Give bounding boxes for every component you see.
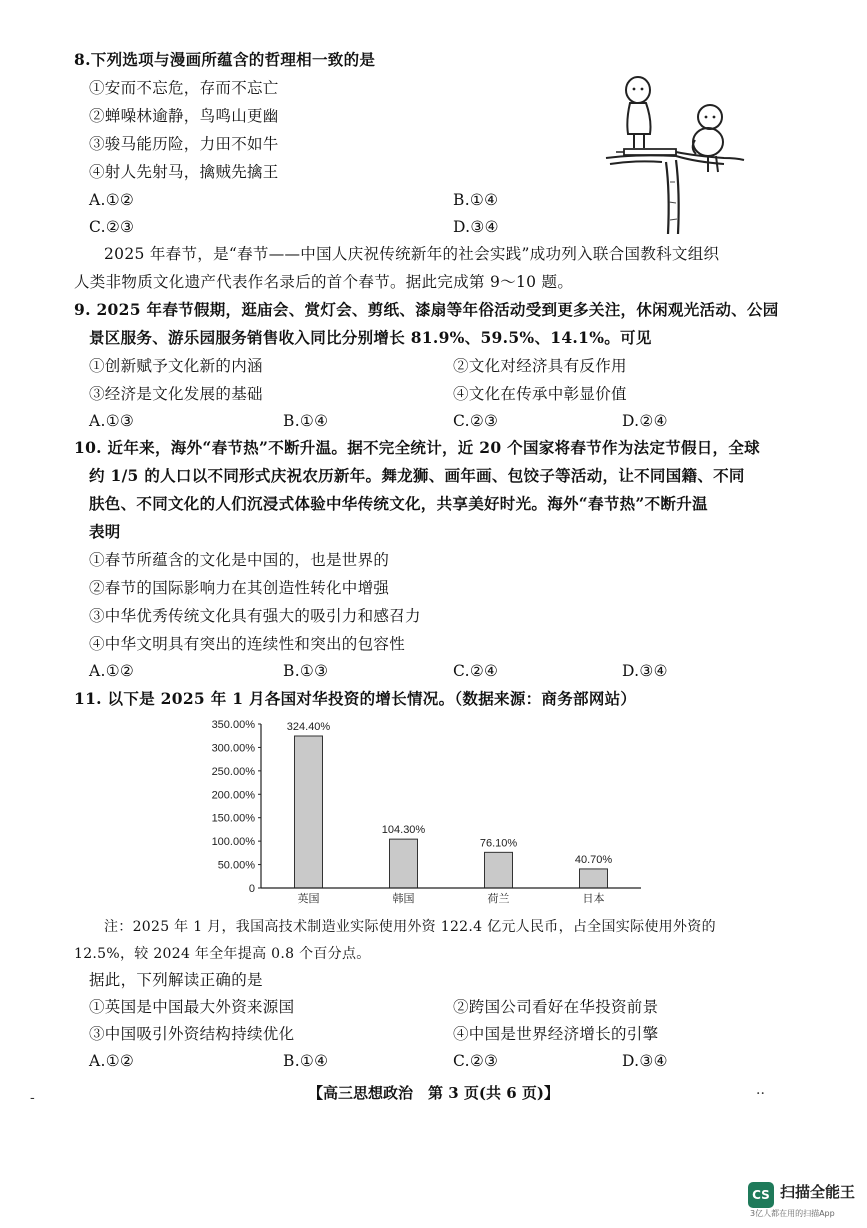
chart-y-tick-label: 350.00% bbox=[211, 719, 255, 731]
q8-stem: 8.下列选项与漫画所蕴含的哲理相一致的是 bbox=[74, 50, 376, 69]
q8-choice-c: C.②③ bbox=[89, 218, 135, 236]
scanner-title: 扫描全能王 bbox=[780, 1183, 856, 1201]
chart-category-label-1: 英国 bbox=[297, 892, 320, 904]
margin-mark-right: ·· bbox=[756, 1086, 765, 1102]
q10-item-4: ④中华文明具有突出的连续性和突出的包容性 bbox=[89, 635, 406, 653]
q9-choice-c: C.②③ bbox=[453, 412, 499, 430]
q10-stem-3: 肤色、不同文化的人们沉浸式体验中华传统文化，共享美好时光。海外“春节热”不断升温 bbox=[89, 494, 708, 513]
chart-bars bbox=[295, 736, 608, 888]
q8-item-4: ④射人先射马，擒贼先擒王 bbox=[89, 163, 279, 181]
q11-item-3: ③中国吸引外资结构持续优化 bbox=[89, 1025, 295, 1043]
q8-choice-b: B.①④ bbox=[453, 191, 499, 209]
q9-item-1: ①创新赋予文化新的内涵 bbox=[89, 357, 263, 375]
q11-note-1: 注：2025 年 1 月，我国高技术制造业实际使用外资 122.4 亿元人民币，占全国实际使用外资的 bbox=[104, 919, 716, 935]
q11-item-4: ④中国是世界经济增长的引擎 bbox=[453, 1025, 659, 1043]
q8-choice-a: A.①② bbox=[89, 191, 135, 209]
chart-value-labels bbox=[287, 721, 613, 866]
chart-y-tick-label: 150.00% bbox=[211, 812, 255, 825]
q8-item-3: ③骏马能历险，力田不如牛 bbox=[89, 135, 279, 153]
chart-y-ticks bbox=[212, 719, 261, 895]
scanner-subtitle: 3亿人都在用的扫描App bbox=[750, 1209, 835, 1218]
scanner-logo-icon: CS bbox=[748, 1182, 774, 1208]
q10-item-1: ①春节所蕴含的文化是中国的，也是世界的 bbox=[89, 551, 390, 569]
q8-item-2: ②蝉噪林逾静，鸟鸣山更幽 bbox=[89, 107, 279, 125]
chart-y-tick-label: 0 bbox=[248, 883, 255, 895]
q9-item-2: ②文化对经济具有反作用 bbox=[453, 357, 627, 375]
chart-y-tick-label: 250.00% bbox=[211, 765, 255, 778]
intro-line-1: 2025 年春节，是“春节——中国人庆祝传统新年的社会实践”成功列入联合国教科文组织 bbox=[104, 245, 720, 263]
q8-choice-d: D.③④ bbox=[453, 218, 499, 236]
chart-value-label-3: 76.10% bbox=[479, 837, 518, 850]
investment-bar-chart bbox=[205, 712, 645, 904]
chart-value-label-1: 324.40% bbox=[286, 720, 331, 733]
q11-lead: 据此，下列解读正确的是 bbox=[89, 971, 263, 989]
page-footer: 【高三思想政治 第 3 页(共 6 页)】 bbox=[308, 1084, 559, 1102]
margin-mark-left: - bbox=[30, 1090, 35, 1106]
q9-stem-1: 9. 2025 年春节假期，逛庙会、赏灯会、剪纸、漆扇等年俗活动受到更多关注，休闲观光活动、公园 bbox=[74, 300, 779, 319]
chart-bar-3 bbox=[485, 852, 513, 888]
chart-y-tick-label: 50.00% bbox=[217, 859, 255, 872]
chart-bar-1 bbox=[295, 736, 323, 888]
q11-stem: 11. 以下是 2025 年 1 月各国对华投资的增长情况。（数据来源：商务部网站） bbox=[74, 689, 637, 708]
q11-note-2: 12.5%，较 2024 年全年提高 0.8 个百分点。 bbox=[74, 946, 371, 962]
chart-category-labels bbox=[298, 891, 605, 904]
q9-item-3: ③经济是文化发展的基础 bbox=[89, 385, 263, 403]
q11-choice-b: B.①④ bbox=[283, 1052, 329, 1070]
q10-choice-d: D.③④ bbox=[622, 662, 668, 680]
q10-stem-1: 10. 近年来，海外“春节热”不断升温。据不完全统计，近 20 个国家将春节作为法定节假日，全球 bbox=[74, 438, 760, 457]
chart-category-label-4: 日本 bbox=[582, 892, 605, 904]
q9-stem-2: 景区服务、游乐园服务销售收入同比分别增长 81.9%、59.5%、14.1%。可见 bbox=[89, 328, 652, 347]
intro-line-2: 人类非物质文化遗产代表作名录后的首个春节。据此完成第 9～10 题。 bbox=[74, 273, 574, 291]
q10-stem-4: 表明 bbox=[89, 522, 121, 541]
cartoon-illustration bbox=[596, 72, 746, 237]
q9-choice-b: B.①④ bbox=[283, 412, 329, 430]
q9-item-4: ④文化在传承中彰显价值 bbox=[453, 385, 627, 403]
chart-bar-2 bbox=[390, 839, 418, 888]
q8-item-1: ①安而不忘危，存而不忘亡 bbox=[89, 79, 279, 97]
q9-choice-a: A.①③ bbox=[89, 412, 135, 430]
chart-y-tick-label: 100.00% bbox=[211, 836, 255, 849]
q9-choice-d: D.②④ bbox=[622, 412, 668, 430]
q10-choice-a: A.①② bbox=[89, 662, 135, 680]
q11-choice-c: C.②③ bbox=[453, 1052, 499, 1070]
chart-category-label-3: 荷兰 bbox=[487, 892, 510, 904]
q10-item-2: ②春节的国际影响力在其创造性转化中增强 bbox=[89, 579, 390, 597]
q11-item-2: ②跨国公司看好在华投资前景 bbox=[453, 998, 659, 1016]
q11-choice-a: A.①② bbox=[89, 1052, 135, 1070]
chart-value-label-4: 40.70% bbox=[574, 853, 613, 866]
chart-y-tick-label: 300.00% bbox=[211, 742, 255, 755]
chart-bar-4 bbox=[580, 869, 608, 888]
chart-category-label-2: 韩国 bbox=[392, 892, 415, 904]
chart-value-label-2: 104.30% bbox=[381, 824, 426, 837]
q10-choice-c: C.②④ bbox=[453, 662, 499, 680]
chart-y-tick-label: 200.00% bbox=[211, 789, 255, 802]
q11-item-1: ①英国是中国最大外资来源国 bbox=[89, 998, 295, 1016]
scanner-watermark bbox=[748, 1178, 858, 1218]
q11-choice-d: D.③④ bbox=[622, 1052, 668, 1070]
q10-item-3: ③中华优秀传统文化具有强大的吸引力和感召力 bbox=[89, 607, 421, 625]
q10-stem-2: 约 1/5 的人口以不同形式庆祝农历新年。舞龙狮、画年画、包饺子等活动，让不同国籍、不同 bbox=[89, 466, 745, 485]
q10-choice-b: B.①③ bbox=[283, 662, 329, 680]
